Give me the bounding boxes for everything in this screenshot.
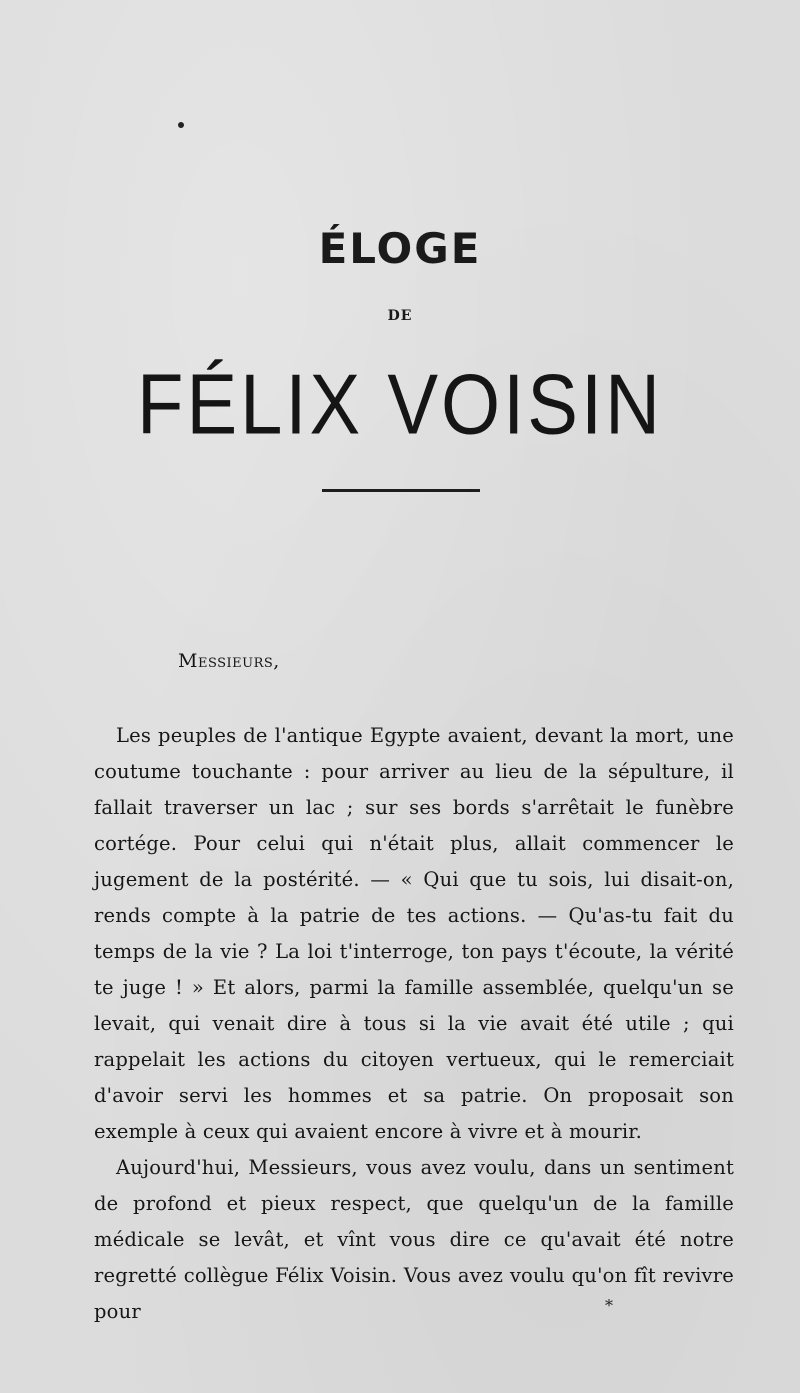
body-text bbox=[94, 718, 734, 1330]
paragraph-1: Les peuples de l'antique Egypte avaient, devant la mort, une coutume touchante : pour arriver au lieu de la sépulture, il fallait traverser un lac ; sur ses bords s'arrêtait le funèbre cortége. Pour celui qui n'était plus, allait commencer le jugement de la postérité. — « Qui que tu sois, lui disait-on, rends compte à la patrie de tes actions. — Qu'as-tu fait du temps de la vie ? La loi t'interroge, ton pays t'écoute, la vérité te juge ! » Et alors, parmi la famille assemblée, quelqu'un se levait, qui venait dire à tous si la vie avait été utile ; qui rappelait les actions du citoyen vertueux, qui le remerciait d'avoir servi les hommes et sa patrie. On proposait son exemple à ceux qui avaient encore à vivre et à mourir. bbox=[94, 724, 734, 1143]
footer-mark: * bbox=[605, 1296, 613, 1315]
heading-name: FÉLIX VOISIN bbox=[137, 357, 663, 453]
paragraph-2: Aujourd'hui, Messieurs, vous avez voulu, dans un sentiment de profond et pieux respect, que quelqu'un de la famille médicale se levât, et vînt vous dire ce qu'avait été notre regretté collègue Félix Voisin. Vous avez voulu qu'on fît revivre pour bbox=[94, 1156, 734, 1323]
salutation: Messieurs, bbox=[178, 650, 280, 672]
ink-dot bbox=[178, 122, 184, 128]
heading-title: ÉLOGE bbox=[318, 224, 482, 273]
title-rule bbox=[322, 489, 480, 492]
heading-connector: DE bbox=[387, 308, 413, 324]
